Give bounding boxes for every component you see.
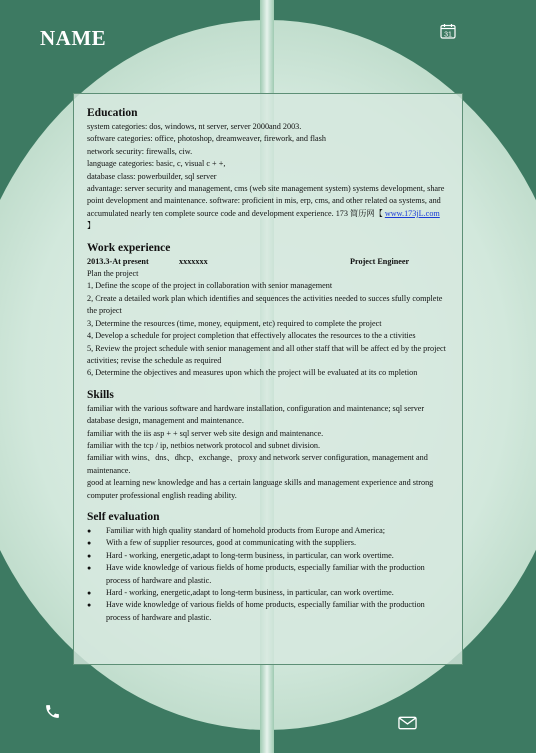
work-company: xxxxxxx (179, 256, 208, 266)
self-evaluation-list (87, 525, 449, 624)
skill-line: familiar with the iis asp + + sql server web site design and maintenance. (87, 428, 324, 438)
skills-heading: Skills (87, 388, 114, 401)
skill-line: good at learning new knowledge and has a certain language skills and management experience and strong computer professional english reading ability. (87, 478, 434, 500)
phone-icon (44, 703, 61, 720)
skill-line: familiar with the tcp / ip, netbios network protocol and subnet division. (87, 440, 321, 450)
education-advantage (87, 183, 449, 233)
list-item: ● Familiar with high quality standard of homehold products from Europe and America; (87, 525, 449, 537)
calendar-icon (440, 23, 456, 39)
website-link[interactable]: www.173jL.com (384, 208, 440, 218)
work-entry-header (87, 256, 449, 268)
self-evaluation-section (87, 510, 449, 624)
work-line: 3, Determine the resources (time, money, equipment, etc) required to complete the project (87, 318, 382, 328)
education-advantage-text: advantage: server security and management, cms (web site management system) systems development, share point development and maintenance. software: proficient in mis, erp, cms, and other related oa systems, and accumulated nearly ten complete source code and development experience. 173 简历网【 (87, 184, 445, 218)
list-item: ● Hard - working, energetic,adapt to long-term business, in particular, can work overtime. (87, 587, 449, 599)
work-line: 5, Review the project schedule with senior management and all other staff that will be affect ed by the project activities; revise the schedule as required (87, 343, 446, 365)
work-line: 6, Determine the objectives and measures upon which the project will be evaluated at its co mpletion (87, 368, 418, 378)
list-item: ● Have wide knowledge of various fields of home products, especially familiar with the production process of hardware and plastic. (87, 562, 449, 587)
work-line: 1, Define the scope of the project in collaboration with senior management (87, 281, 333, 291)
list-item: ● With a few of supplier resources, good at communicating with the suppliers. (87, 537, 449, 549)
work-position: Project Engineer (350, 256, 410, 266)
bracket-close: 】 (87, 221, 96, 231)
work-section (87, 241, 449, 380)
education-line: system categories: dos, windows, nt server, server 2000and 2003. (87, 122, 302, 131)
education-line: network security: firewalls, ciw. (87, 146, 193, 156)
skill-line: familiar with the various software and hardware installation, configuration and maintenance; sql server database design, management and maintenance. (87, 403, 425, 426)
education-heading: Education (87, 107, 138, 119)
work-line: 4, Develop a schedule for project completion that effectively allocates the resources to the a ctivities (87, 331, 416, 341)
work-line: 2, Create a detailed work plan which identifies and sequences the activities needed to succes sfully complete the project (87, 293, 443, 316)
education-line: database class: powerbuilder, sql server (87, 171, 217, 181)
list-item: ● Hard - working, energetic,adapt to long-term business, in particular, can work overtime. (87, 550, 449, 562)
education-line: software categories: office, photoshop, dreamweaver, firework, and flash (87, 134, 326, 144)
resume-card (73, 93, 463, 665)
mail-icon (398, 716, 417, 730)
work-heading: Work experience (87, 241, 171, 254)
education-section (87, 106, 449, 233)
resume-name: NAME (40, 26, 107, 50)
self-evaluation-heading: Self evaluation (87, 510, 160, 523)
work-line: Plan the project (87, 269, 139, 279)
work-date: 2013.3-At present (87, 256, 149, 266)
skill-line: familiar with wins、dns、dhcp、exchange、proxy and network server configuration, management and maintenance. (87, 453, 428, 475)
list-item: ● Have wide knowledge of various fields of home products, especially familiar with the production process of hardware and plastic. (87, 599, 449, 624)
calendar-day: 31 (444, 31, 452, 39)
skills-section (87, 388, 449, 502)
education-line: language categories: basic, c, visual c + +, (87, 159, 226, 169)
